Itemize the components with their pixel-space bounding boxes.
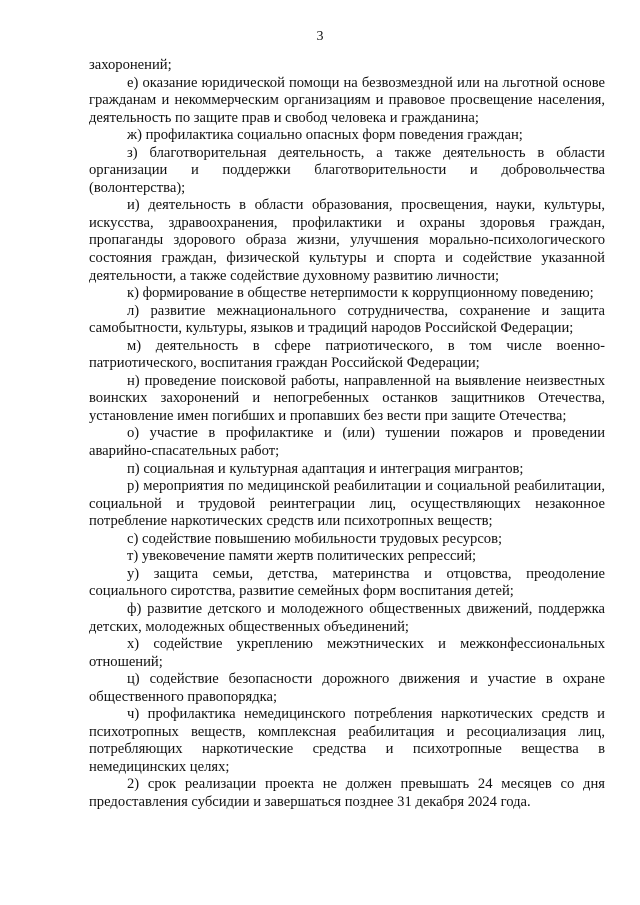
page-number: 3 — [316, 29, 324, 44]
list-item: о) участие в профилактике и (или) тушении пожаров и проведении аварийно-спасательных работ; — [89, 425, 605, 460]
list-item: е) оказание юридической помощи на безвозмездной или на льготной основе гражданам и некоммерческим организациям и правовое просвещение населения, деятельность по защите прав и свобод человека и гражданина; — [89, 74, 605, 126]
list-item: л) развитие межнационального сотрудничества, сохранение и защита самобытности, культуры, языков и традиций народов Российской Федерации; — [89, 302, 605, 337]
list-item: 2) срок реализации проекта не должен превышать 24 месяцев со дня предоставления субсидии и завершаться позднее 31 декабря 2024 года. — [89, 776, 605, 810]
list-item: з) благотворительная деятельность, а также деятельность в области организации и поддержки благотворительности и добровольчества (волонтерства); — [89, 144, 605, 196]
list-item: ж) профилактика социально опасных форм поведения граждан; — [127, 127, 523, 144]
list-item: п) социальная и культурная адаптация и интеграция мигрантов; — [127, 460, 524, 477]
document-body — [89, 57, 605, 812]
list-item: ц) содействие безопасности дорожного движения и участие в охране общественного правопорядка; — [89, 671, 605, 705]
list-item: т) увековечение памяти жертв политических репрессий; — [127, 548, 477, 565]
list-item: р) мероприятия по медицинской реабилитации и социальной реабилитации, социальной и трудовой реинтеграции лиц, осуществляющих незаконное потребление наркотических средств или психотропных веществ; — [89, 478, 605, 530]
list-item: с) содействие повышению мобильности трудовых ресурсов; — [127, 530, 503, 547]
list-item: у) защита семьи, детства, материнства и отцовства, преодоление социального сиротства, развитие семейных форм воспитания детей; — [89, 565, 605, 600]
paragraph: захоронений; — [89, 57, 172, 73]
list-item: х) содействие укреплению межэтнических и межконфессиональных отношений; — [89, 636, 605, 670]
list-item: и) деятельность в области образования, просвещения, науки, культуры, искусства, здравоохранения, профилактики и охраны здоровья граждан, пропаганды здорового образа жизни, улучшения морально-психологического состояния граждан, физической культуры и спорта и содействие указанной деятельности, а также содействие духовному развитию личности; — [89, 197, 605, 284]
list-item: м) деятельность в сфере патриотического, в том числе военно-патриотического, воспитания граждан Российской Федерации; — [89, 337, 605, 372]
list-item: ч) профилактика немедицинского потребления наркотических средств и психотропных веществ, комплексная реабилитация и ресоциализация лиц, потребляющих наркотические средства и психотропные вещества в немедицинских целях; — [89, 706, 605, 775]
list-item: к) формирование в обществе нетерпимости к коррупционному поведению; — [127, 285, 594, 302]
list-item: н) проведение поисковой работы, направленной на выявление неизвестных воинских захоронений и непогребенных останков защитников Отечества, установление имен погибших и пропавших без вести при защите Отечества; — [89, 372, 605, 424]
list-item: ф) развитие детского и молодежного общественных движений, поддержка детских, молодежных общественных объединений; — [89, 600, 605, 635]
